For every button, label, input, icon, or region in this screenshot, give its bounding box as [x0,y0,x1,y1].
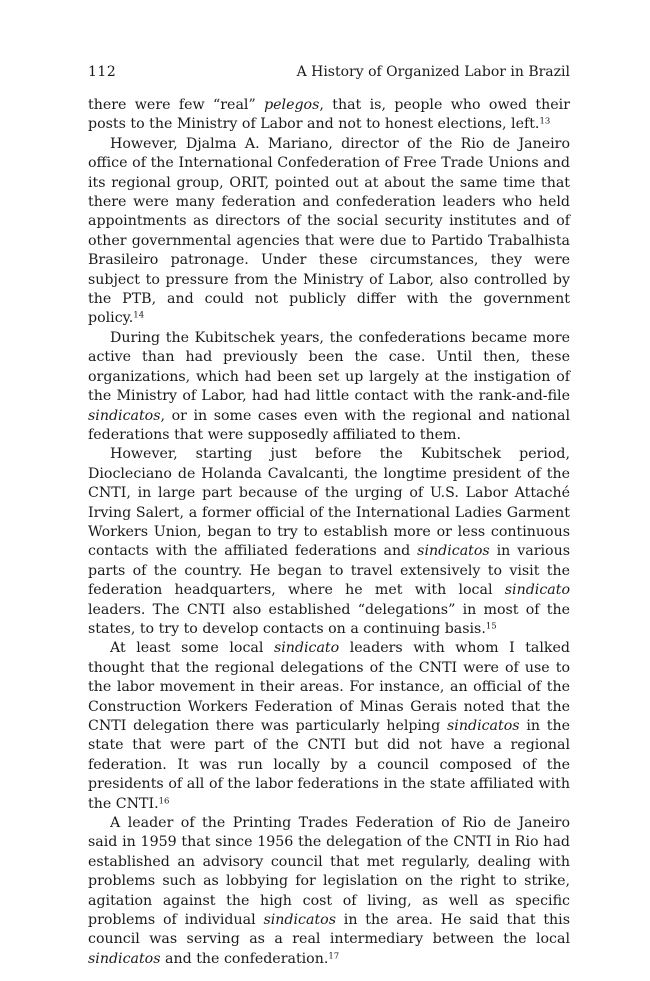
page-number: 112 [88,64,117,80]
body-text [88,96,570,969]
paragraph [88,96,570,135]
paragraph [88,814,570,969]
footnote-ref: 15 [485,621,497,632]
text-run: However, Djalma A. Mariano, director of the Rio de Janeiro office of the International Confederation of Free Trade Unions and its regional group, ORIT, pointed out at about the same time that there were many federation and confederation leaders who held appointments as directors of the social security institutes and of other governmental agencies that were due to Partido Trabalhista Brasileiro patronage. Under these circumstances, they were subject to pressure from the Ministry of Labor, also controlled by the PTB, and could not publicly differ with the government policy. [88,135,570,327]
text-run: there were few “real” [88,97,265,113]
text-run: , that is, people who owed their posts to the Ministry of Labor and not to honest elections, left. [88,97,570,133]
text-run: and the confederation. [160,950,329,967]
italic-term: pelegos [264,97,320,113]
paragraph [88,639,570,814]
book-page [88,64,570,969]
footnote-ref: 13 [539,116,551,127]
text-run: in the area. He said that this council was serving as a real intermediary between the local [88,912,570,948]
text-run: leaders. The CNTI also established “delegations” in most of the states, to try to develop contacts on a continuing basis. [88,601,570,637]
footnote-ref: 14 [133,310,145,321]
text-run: At least some local [110,640,274,657]
italic-term: sindicatos [417,543,490,560]
italic-term: sindicato [504,582,570,599]
text-run: leaders with whom I talked thought that the regional delegations of the CNTI were of use to the labor movement in their areas. For instance, an official of the Construction Workers Federation of Minas Gerais noted that the CNTI delegation there was particularly helping [88,640,570,734]
text-run: During the Kubitschek years, the confederations became more active than had previously been the case. Until then, these organizations, which had been set up largely at the instigation of the Ministry of Labor, had had little contact with the rank-and-file [88,329,570,405]
footnote-ref: 16 [158,795,170,806]
footnote-ref: 17 [328,951,340,962]
italic-term: sindicato [273,640,340,657]
running-title: A History of Organized Labor in Brazil [296,64,570,80]
paragraph [88,445,570,639]
text-run: , or in some cases even with the regional and national federations that were supposedly affiliated to them. [88,407,570,443]
text-run: A leader of the Printing Trades Federation of Rio de Janeiro said in 1959 that since 1956 the delegation of the CNTI in Rio had established an advisory council that met regularly, dealing with problems such as lobbying for legislation on the right to strike, agitation against the high cost of living, as well as specific problems of individual [88,815,570,929]
paragraph [88,329,570,445]
italic-term: sindicatos [263,912,336,929]
text-run: However, starting just before the Kubitschek period, Diocleciano de Holanda Cavalcanti, the longtime president of the CNTI, in large part because of the urging of U.S. Labor Attaché Irving Salert, a former official of the International Ladies Garment Workers Union, began to try to establish more or less continuous contacts with the affiliated federations and [88,446,570,560]
text-run: in the state that were part of the CNTI but did not have a regional federation. It was run locally by a council composed of the presidents of all of the labor federations in the state affiliated with the CNTI. [88,718,570,812]
italic-term: sindicatos [447,718,520,734]
italic-term: sindicatos [88,950,161,967]
paragraph [88,135,570,329]
italic-term: sindicatos [88,407,161,424]
text-run: in various parts of the country. He began to travel extensively to visit the federation headquarters, where he met with local [88,543,571,599]
running-header [88,64,570,90]
